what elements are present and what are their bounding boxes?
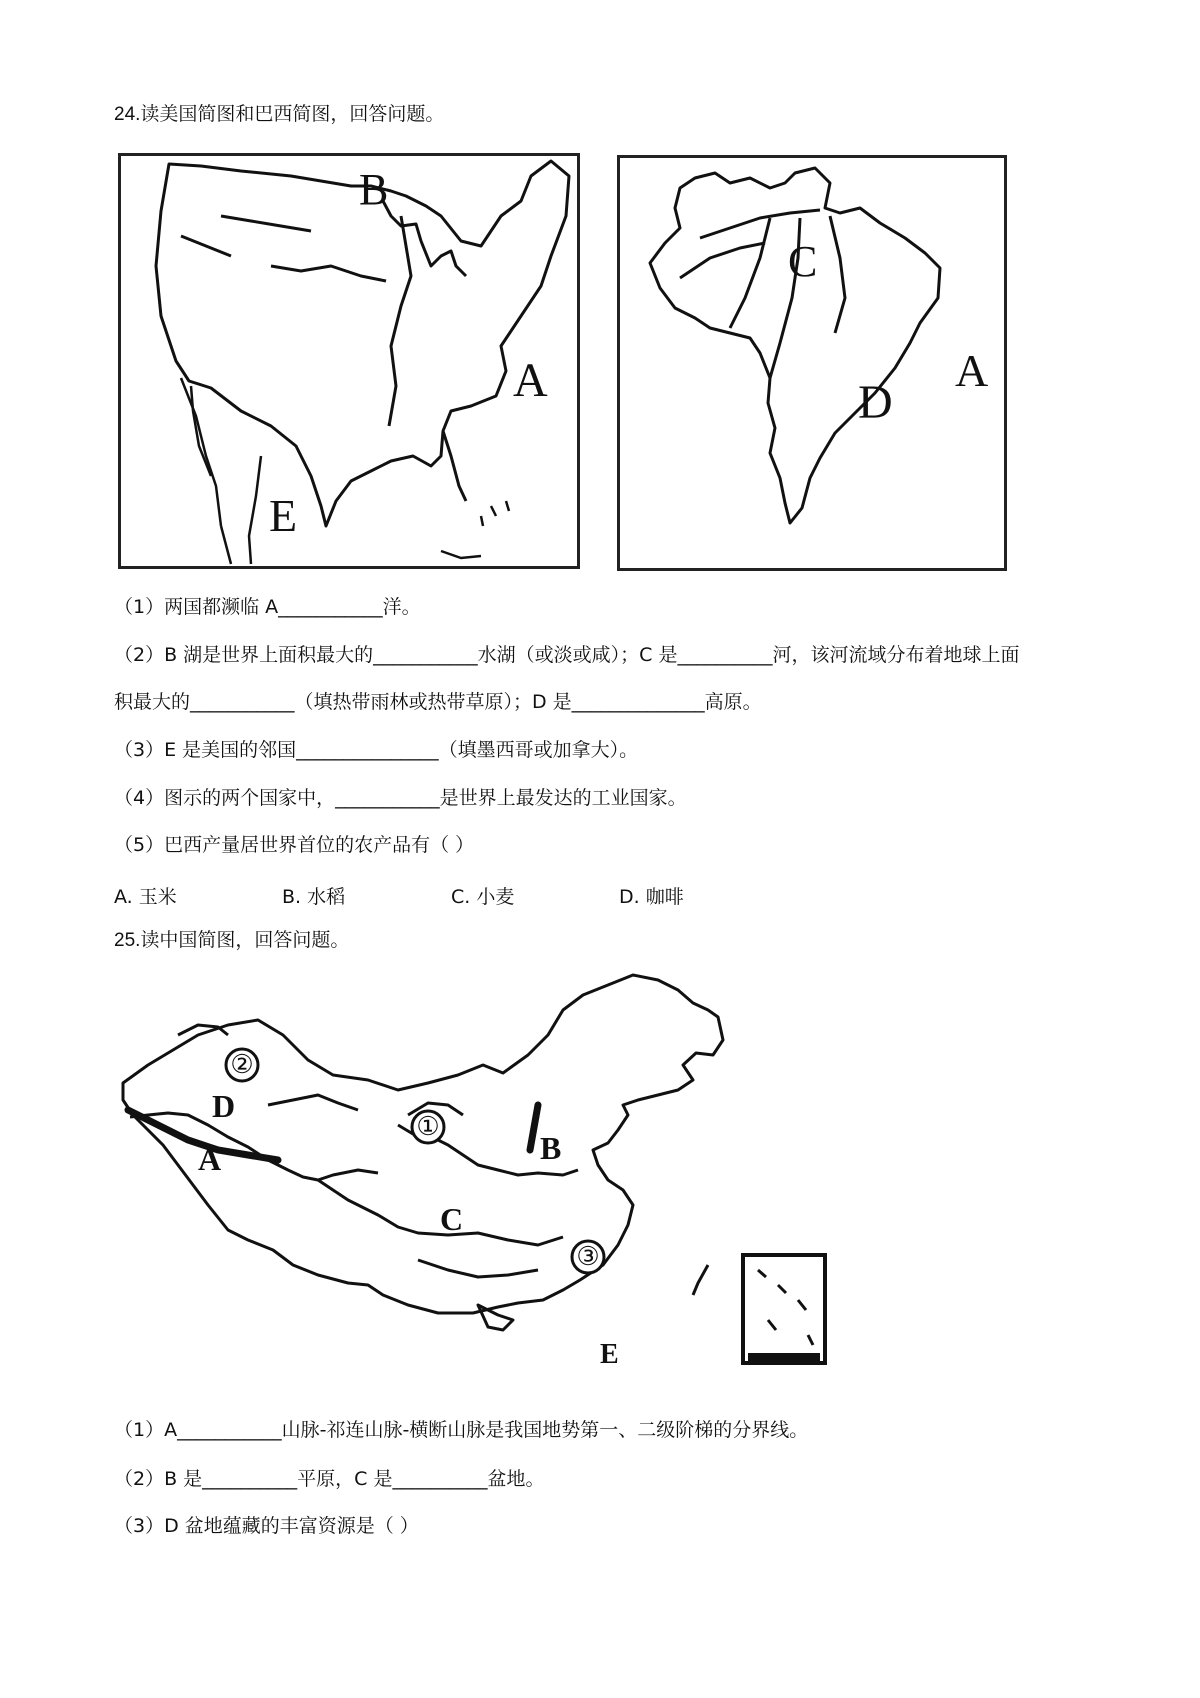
q24-option-a: A. 玉米 (114, 886, 177, 908)
brazil-label-a: A (955, 345, 989, 396)
china-label-e: E (600, 1339, 619, 1370)
usa-map (118, 153, 580, 569)
china-label-c: C (440, 1201, 464, 1237)
brazil-label-c: C (788, 237, 818, 286)
question-25-title: 25.读中国简图，回答问题。 (114, 930, 350, 951)
brazil-label-d: D (858, 376, 893, 429)
q24-sub1: （1）两国都濒临 A___________洋。 (114, 596, 421, 618)
china-label-b: B (540, 1130, 562, 1166)
q25-sub2: （2）B 是__________平原，C 是__________盆地。 (114, 1468, 545, 1490)
q24-sub2-line2: 积最大的___________（填热带雨林或热带草原）；D 是______________高原。 (114, 691, 762, 713)
usa-label-b: B (359, 165, 389, 214)
china-map (118, 965, 838, 1400)
q24-sub4: （4）图示的两个国家中，___________是世界上最发达的工业国家。 (114, 787, 687, 809)
south-china-sea-inset (743, 1255, 825, 1363)
china-label-d: D (212, 1088, 236, 1124)
china-label-1: ① (416, 1112, 440, 1141)
q24-sub2-line1: （2）B 湖是世界上面积最大的___________水湖（或淡或咸）；C 是__________河，该河流域分布着地球上面 (114, 644, 1020, 666)
q24-sub3: （3）E 是美国的邻国_______________（填墨西哥或加拿大）。 (114, 739, 639, 761)
q24-sub5: （5）巴西产量居世界首位的农产品有（ ） (114, 834, 475, 856)
q24-option-c: C. 小麦 (451, 886, 515, 908)
q25-sub1: （1）A___________山脉-祁连山脉-横断山脉是我国地势第一、二级阶梯的分界线。 (114, 1419, 809, 1441)
question-24-title: 24.读美国简图和巴西简图，回答问题。 (114, 104, 445, 125)
q25-sub3: （3）D 盆地蕴藏的丰富资源是（ ） (114, 1515, 419, 1537)
china-label-a: A (198, 1141, 222, 1177)
usa-label-e: E (269, 490, 298, 541)
q24-option-d: D. 咖啡 (619, 886, 684, 908)
china-label-2: ② (230, 1050, 254, 1079)
q24-option-b: B. 水稻 (282, 886, 346, 908)
usa-label-a: A (513, 354, 548, 407)
brazil-map (617, 155, 1007, 571)
china-label-3: ③ (576, 1242, 600, 1271)
